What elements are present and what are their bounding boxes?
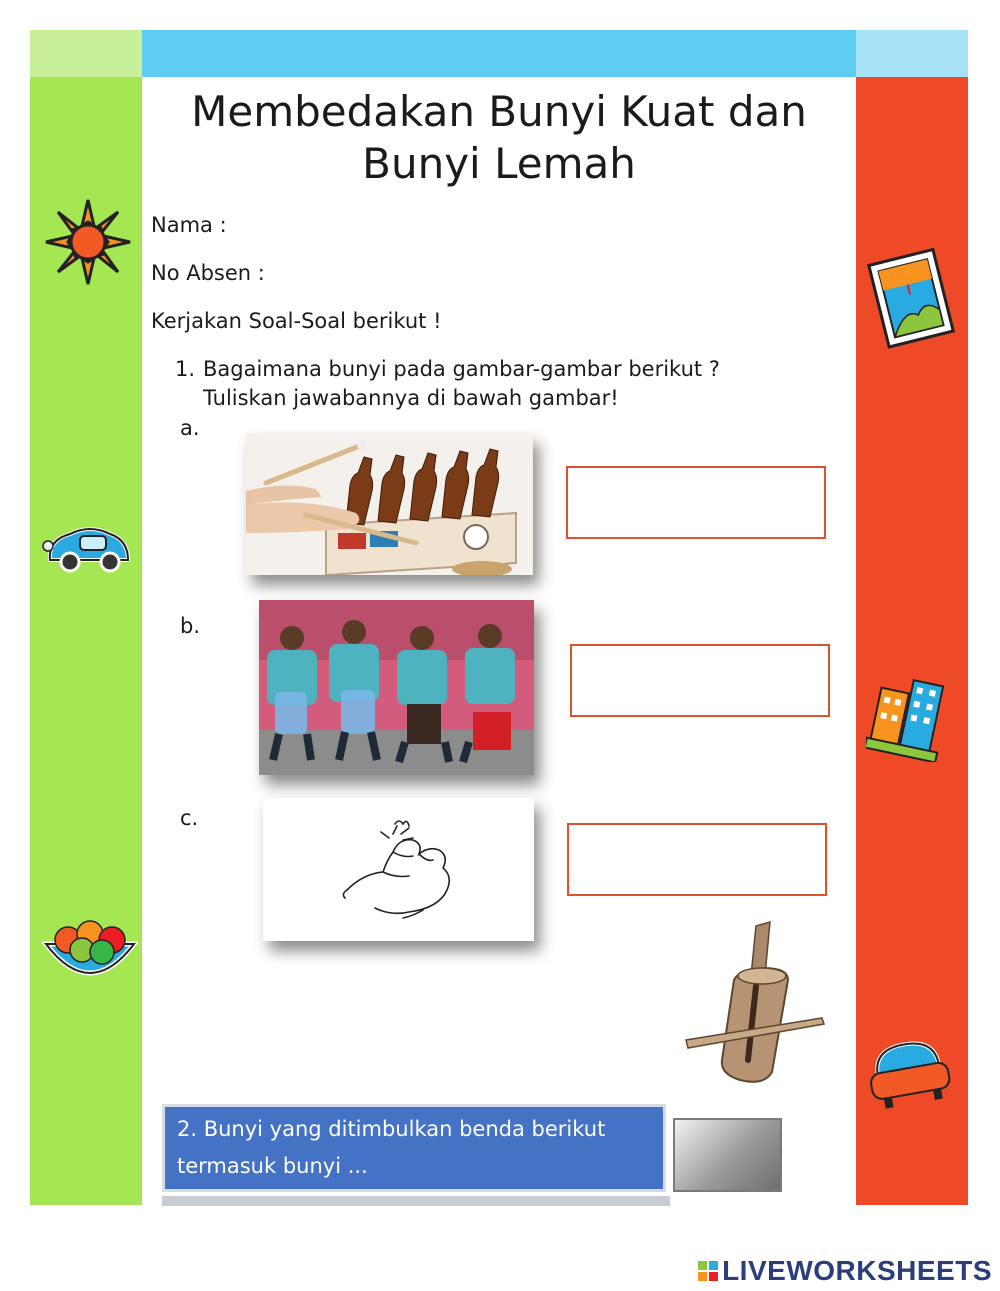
item-b-label: b. — [180, 614, 201, 638]
sun-icon — [42, 196, 134, 288]
question2-box — [162, 1104, 666, 1192]
page-title: Membedakan Bunyi Kuat dan Bunyi Lemah — [191, 87, 807, 188]
absen-label: No Absen : — [151, 261, 265, 285]
window-icon — [866, 246, 958, 350]
top-band-left — [30, 30, 142, 77]
answer-box-b[interactable] — [570, 644, 830, 717]
question1-line1: Bagaimana bunyi pada gambar-gambar berikut ? — [203, 357, 720, 381]
top-band-right — [856, 30, 968, 77]
item-c-label: c. — [180, 806, 199, 830]
question2-answer-dropdown[interactable] — [673, 1118, 782, 1192]
instruction: Kerjakan Soal-Soal berikut ! — [151, 309, 442, 333]
question1-number: 1. — [175, 357, 196, 381]
question2-shadow — [162, 1196, 670, 1206]
question1-line2: Tuliskan jawabannya di bawah gambar! — [203, 386, 619, 410]
name-label: Nama : — [151, 213, 227, 237]
building-icon — [866, 672, 952, 762]
answer-box-a[interactable] — [566, 466, 826, 539]
liveworksheets-logo — [698, 1255, 992, 1287]
car-icon — [40, 520, 134, 580]
question2-line1: 2. Bunyi yang ditimbulkan benda berikut — [177, 1117, 606, 1141]
fruit-bowl-icon — [42, 906, 138, 988]
kentongan-image — [684, 920, 828, 1086]
sofa-icon — [866, 1034, 952, 1114]
drum-performers-image — [259, 600, 534, 775]
logo-mark-icon — [698, 1261, 718, 1281]
bottle-xylophone-image — [246, 433, 533, 575]
finger-snap-image — [263, 798, 534, 941]
item-a-label: a. — [180, 416, 200, 440]
question2-line2: termasuk bunyi ... — [177, 1154, 368, 1178]
top-band — [142, 30, 856, 77]
logo-text: LIVEWORKSHEETS — [722, 1255, 992, 1286]
answer-box-c[interactable] — [567, 823, 827, 896]
